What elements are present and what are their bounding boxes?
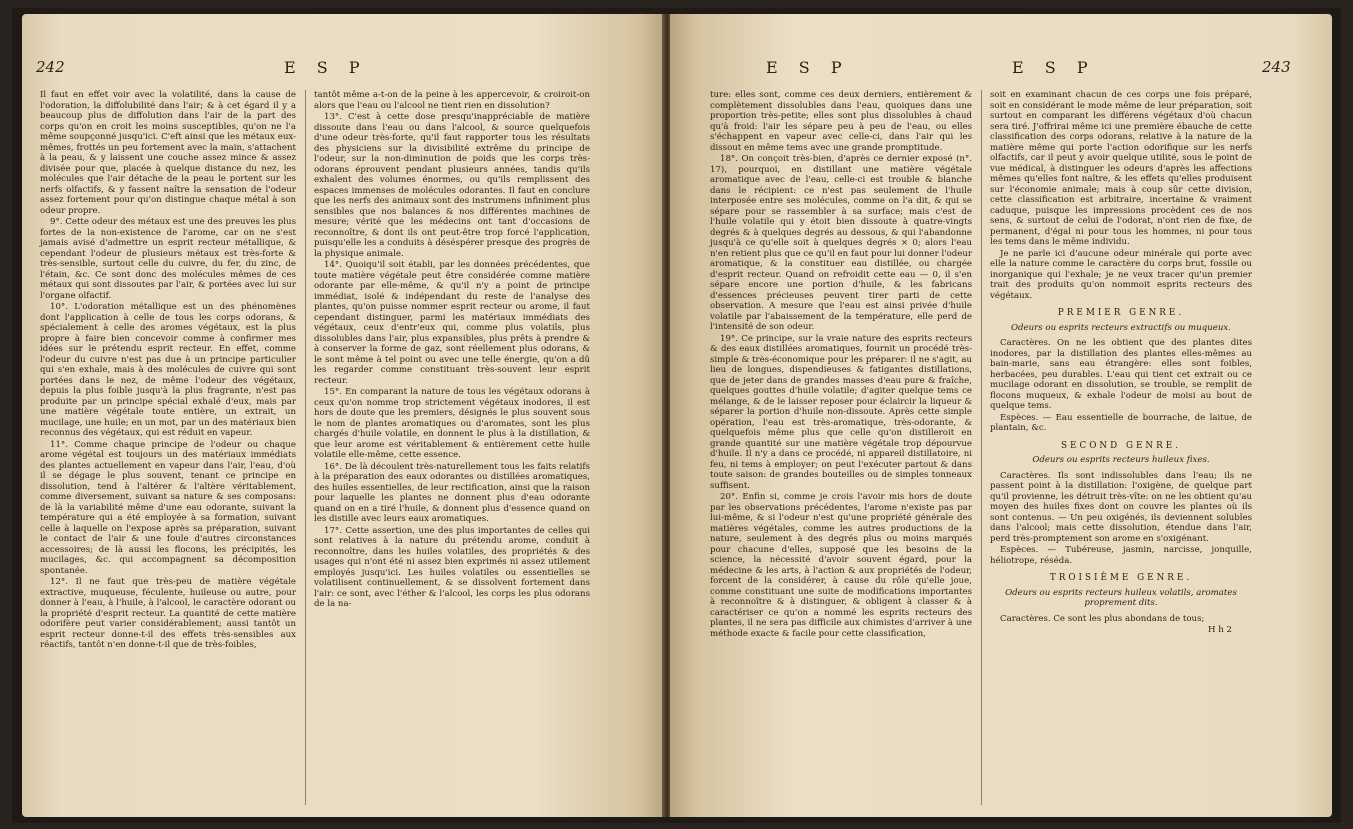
paragraph: tantôt même a-t-on de la peine à les appercevoir, & croiroit-on alors que l'eau ou l'alcool ne tient rien en dissolution?	[314, 90, 590, 111]
paragraph: Espèces. — Eau essentielle de bourrache, de laitue, de plantain, &c.	[990, 412, 1252, 433]
left-page-header	[22, 58, 664, 84]
genre-heading-1: PREMIER GENRE.	[1057, 308, 1185, 318]
genre-heading-2: SECOND GENRE.	[1061, 440, 1181, 451]
genre-subtitle-1: Odeurs ou esprits recteurs extractifs ou muqueux.	[1011, 322, 1231, 333]
paragraph: 9°. Cette odeur des métaux est une des preuves les plus fortes de la non-existence de l'arome, car on ne s'est jamais avisé d'admettre un esprit recteur métallique, & cependant l'odeur de plusieurs métaux est très-forte & très-sensible, surtout celle du cuivre, du fer, du zinc, de l'étain, &c. Ce sont donc des molécules mêmes de ces métaux qui sont dissoutes par l'air, & portées avec lui sur l'organe olfactif.	[40, 217, 296, 301]
right-page-number: 243	[1262, 58, 1291, 76]
right-column-1	[710, 90, 972, 640]
paragraph: ture: elles sont, comme ces deux derniers, entièrement & complètement dissolubles dans l'eau, quoiques dans une proportion très-petite; elles sont plus dissolubles à chaud qu'à froid: l'air les sépare peu à peu de l'eau, ou elles s'échappent en vapeur avec celle-ci, dans l'air qui les dissout en même tems avec une grande promptitude.	[710, 90, 972, 153]
paragraph: 10°. L'odoration métallique est un des phénomènes dont l'application à celle de tous les corps odorans, & spécialement à celle des aromes végétaux, est la plus propre à faire bien concevoir comme à confirmer mes idées sur le prétendu esprit recteur. En effet, comme l'odeur du cuivre n'est pas due à un principe particulier qui s'en exhale, mais à des molécules de cuivre qui sont portées dans le nez, de même l'odeur des végétaux, depuis la plus foible jusqu'à la plus fragrante, n'est pas produite par un principe spécial exhalé d'eux, mais par une matière végétale toute entière, un extrait, un mucilage, une huile; en un mot, par un des matériaux bien reconnus des végétaux, qui est réduit en vapeur.	[40, 302, 296, 438]
paragraph: 20°. Enfin si, comme je crois l'avoir mis hors de doute par les observations précédentes, l'arome n'existe pas par lui-même, & si l'odeur n'est qu'une propriété générale des matières végétales, comme les autres productions de la nature, seulement à des degrés plus ou moins marqués pour chacune d'elles, supposé que les besoins de la science, la nécessité d'avoir souvent égard, pour la médecine & les arts, à l'action & aux propriétés de l'odeur, forcent de la considérer, à cause du rôle qu'elle joue, comme constituant une suite de modifications importantes à reconnoître & à distinguer, & obligent à classer & à caractériser ce qu'on a nommé les esprits recteurs des plantes, il ne sera pas difficile aux chimistes d'arriver à une méthode exacte & facile pour cette classification,	[710, 492, 972, 639]
paragraph: 19°. Ce principe, sur la vraie nature des esprits recteurs & des eaux distillées aromatiques, fournit un procédé très-simple & très-économique pour les préparer: il ne s'agit, au lieu de longues, dispendieuses & fatigantes distillations, que de jeter dans de grandes masses d'eau pure & fraîche, quelques gouttes d'huile volatile; d'agiter quelque tems ce mélange, & de le laisser reposer pour éclaircir la liqueur & séparer la portion d'huile non-dissoute. Après cette simple opération, l'eau est très-aromatique, très-odorante, & quelquefois même plus que celle qu'on distilleroit en grande quantité sur une matière végétale trop dépourvue d'huile. Il n'y a dans ce procédé, ni appareil distillatoire, ni feu, ni tems à employer; on peut l'exécuter partout & dans toute saison: de grandes bouteilles ou de simples tonneaux suffisent.	[710, 333, 972, 491]
paragraph: 18°. On conçoit très-bien, d'après ce dernier exposé (n°. 17), pourquoi, en distillant une matière végétale aromatique avec de l'eau, celle-ci est trouble & blanche dans le récipient: ce n'est pas seulement de l'huile interposée entre ses molécules, comme on l'a dit, & qui se sépare pour se rassembler à sa surface; mais c'est de l'huile volatile qui y étoit bien dissoute à quatre-vingts degrés & à quelques degrés au dessous, & qui l'abandonne jusqu'à ce qu'elle soit à quelques degrés × 0; alors l'eau n'en retient plus que ce qu'il en faut pour lui donner l'odeur aromatique, & la constituer eau distillée, ou chargée d'esprit recteur. Quand on refroidit cette eau — 0, il s'en sépare encore une portion d'huile, & les fabricans d'essences précieuses peuvent tirer parti de cette observation. A mesure que l'eau est ainsi privée d'huile volatile par l'abaissement de la température, elle perd de l'intensité de son odeur.	[710, 154, 972, 332]
left-page	[22, 14, 664, 817]
paragraph: 15°. En comparant la nature de tous les végétaux odorans à ceux qu'on nomme trop strictement végétaux inodores, il est hors de doute que les premiers, désignés le plus souvent sous le nom de plantes aromatiques ou d'aromates, sont les plus chargés d'huile volatile, en donnent le plus à la distillation, & que leur arome est véritablement & entièrement cette huile volatile elle-même, cette essence.	[314, 387, 590, 460]
paragraph: 11°. Comme chaque principe de l'odeur ou chaque arome végétal est toujours un des matériaux immédiats des plantes actuellement en vapeur dans l'air, l'eau, d'où il se dégage le plus souvent, tenant ce principe en dissolution, tend à l'altérer & l'altère véritablement, comme diversement, suivant sa nature & ses composans: de là la variabilité même d'une eau odorante, suivant la température qui a été employée à sa formation, suivant celle à laquelle on l'expose après sa préparation, suivant le contact de l'air & une foule d'autres circonstances accessoires; de là aussi les flocons, les précipités, les mucilages, &c. qui accompagnent sa décomposition spontanée.	[40, 439, 296, 576]
paragraph: Je ne parle ici d'aucune odeur minérale qui porte avec elle la nature comme le caractère du corps brut, fossile ou inorganique qui l'exhale; je ne veux tracer qu'un premier trait des produits qu'on nommoit esprits recteurs des végétaux.	[990, 248, 1252, 301]
paragraph: 13°. C'est à cette dose presqu'inappréciable de matière dissoute dans l'eau ou dans l'alcool, & source quelquefois d'une odeur très-forte, qu'il faut rapporter tous les résultats des physiciens sur la divisibilité extrême du principe de l'odeur, sur la non-diminution de poids que les corps très-odorans éprouvent pendant plusieurs années, tandis qu'ils exhalent des volumes énormes, ou qu'ils remplissent des espaces immenses de molécules odorantes. Il faut en conclure que les nerfs des animaux sont des instrumens infiniment plus sensibles que nos balances & nos différentes machines de mesure; vérité que les médecins ont tant d'occasions de reconnoître, & dont ils ont peut-être trop forcé l'application, puisqu'elle les a conduits à déséspérer presque des progrès de la physique animale.	[314, 112, 590, 259]
genre-subtitle-2: Odeurs ou esprits recteurs huileux fixes.	[1032, 455, 1210, 465]
right-column-rule	[981, 90, 982, 805]
left-column-rule	[305, 90, 306, 805]
paragraph: soit en examinant chacun de ces corps une fois préparé, soit en considérant le mode même de leur préparation, soit surtout en comparant les différens végétaux d'où chacun sera tiré. J'offrirai même ici une première ébauche de cette classification des corps odorans, relative à la nature de la matière même qui porte l'action odorifique sur les nerfs olfactifs, car il peut y avoir quelque utilité, sous le point de vue médical, à distinguer les odeurs d'après les affections mêmes qu'elles font naître, & les effets qu'elles produisent sur l'économie animale; mais à coup sûr cette division, cette classification est arbitraire, incertaine & vraiment caduque, puisque les impressions procèdent ces de nos sens, & surtout de celui de l'odorat, n'ont rien de fixe, de permanent, d'égal ni pour tous les hommes, ni pour tous les tems dans le même individu.	[990, 90, 1252, 247]
signature-mark: H h 2	[1208, 625, 1232, 635]
genre-heading-3: TROISIÈME GENRE.	[1049, 573, 1193, 583]
paragraph: 12°. Il ne faut que très-peu de matière végétale extractive, muqueuse, féculente, huileuse ou autre, pour donner à l'eau, à l'huile, à l'alcool, le caractère odorant ou la propriété d'esprit recteur. La quantité de cette matière odorifère peut varier considérablement; aussi tantôt un esprit recteur donne-t-il des effets très-sensibles aux réactifs, tantôt n'en donne-t-il que de très-foibles,	[40, 577, 296, 650]
left-running-head: E S P	[284, 58, 368, 77]
paragraph: 14°. Quoiqu'il soit établi, par les données précédentes, que toute matière végétale peut être considérée comme matière odorante par elle-même, & qu'il n'y a point de principe immédiat, isolé & indépendant du reste de l'analyse des plantes, qu'on puisse nommer esprit recteur ou arome, il faut cependant distinguer, parmi les matériaux immédiats des végétaux, ceux d'entr'eux qui, comme plus volatils, plus dissolubles dans l'air, plus expansibles, plus prêts à prendre & à conserver la forme de gaz, sont réellement plus odorans, & le sont même à tel point ou avec une telle énergie, qu'on a dû les regarder comme constituant très-souvent leur esprit recteur.	[314, 260, 590, 386]
paragraph: 17°. Cette assertion, une des plus importantes de celles qui sont relatives à la nature du prétendu arome, conduit à reconnoître, dans les huiles volatiles, des propriétés & des usages qui n'ont été ni assez bien exprimés ni assez utilement employés jusqu'ici. Les huiles volatiles ou essentielles se volatilisent continuellement, & se dissolvent fortement dans l'air: ce sont, avec l'éther & l'alcool, les corps les plus odorans de la na-	[314, 525, 590, 609]
paragraph: Espèces. — Tubéreuse, jasmin, narcisse, jonquille, héliotrope, réséda.	[990, 545, 1252, 566]
left-page-number: 242	[36, 58, 65, 76]
paragraph: 16°. De là découlent très-naturellement tous les faits relatifs à la préparation des eaux odorantes ou distillées aromatiques, des huiles essentielles, de leur rectification, ainsi que la raison pour laquelle les plantes ne donnent plus d'eau odorante quand on en a tiré l'huile, & donnent plus d'essence quand on les distille avec leurs eaux aromatiques.	[314, 461, 590, 524]
genre-subtitle-3: Odeurs ou esprits recteurs huileux volatils, aromates proprement dits.	[1005, 587, 1237, 608]
right-page	[670, 14, 1332, 817]
left-column-1	[40, 90, 296, 652]
paragraph: Caractères. On ne les obtient que des plantes dites inodores, par la distillation des plantes elles-mêmes au bain-marie, sans eau étrangère: elles sont foibles, herbacées, peu durables. L'eau qui tient cet extrait ou ce mucilage odorant en dissolution, se trouble, se remplit de flocons muqueux, & exhale l'odeur de moisi au bout de quelque tems.	[990, 338, 1252, 411]
left-column-2	[314, 90, 590, 611]
right-running-head-1: E S P	[766, 58, 850, 77]
paragraph: Caractères. Ce sont les plus abondans de tous;	[1000, 613, 1205, 624]
book-spread	[12, 8, 1341, 823]
paragraph: Il faut en effet voir avec la volatilité, dans la cause de l'odoration, la diffolubilité dans l'air; & à cet égard il y a beaucoup plus de diffolution dans l'air de la part des corps qu'on en croit les moins susceptibles, qu'on ne l'a même soupçonné jusqu'ici. C'eft ainsi que les métaux eux-mêmes, frottés un peu fortement avec la main, s'attachent à la peau, & y laissent une couche assez mince & assez divisée pour que, placée à quelque distance du nez, les molécules que l'air détache de la peau le portent sur les nerfs olfactifs, & y fassent naître la sensation de l'odeur assez fortement pour qu'on distingue chaque métal à son odeur propre.	[40, 90, 296, 216]
right-column-2	[990, 90, 1252, 637]
right-running-head-2: E S P	[1012, 58, 1096, 77]
right-page-header	[670, 58, 1332, 84]
paragraph: Caractères. Ils sont indissolubles dans l'eau; ils ne passent point à la distillation: l'oxigène, de quelque part qu'il provienne, les détruit très-vîte: on ne les obtient qu'au moyen des huiles fixes dont on couvre les plantes où ils sont contenus. — Un peu oxigénés, ils deviennent solubles dans l'alcool; mais cette dissolution, étendue dans l'air, perd très-promptement son arome en s'oxigénant.	[990, 470, 1252, 544]
